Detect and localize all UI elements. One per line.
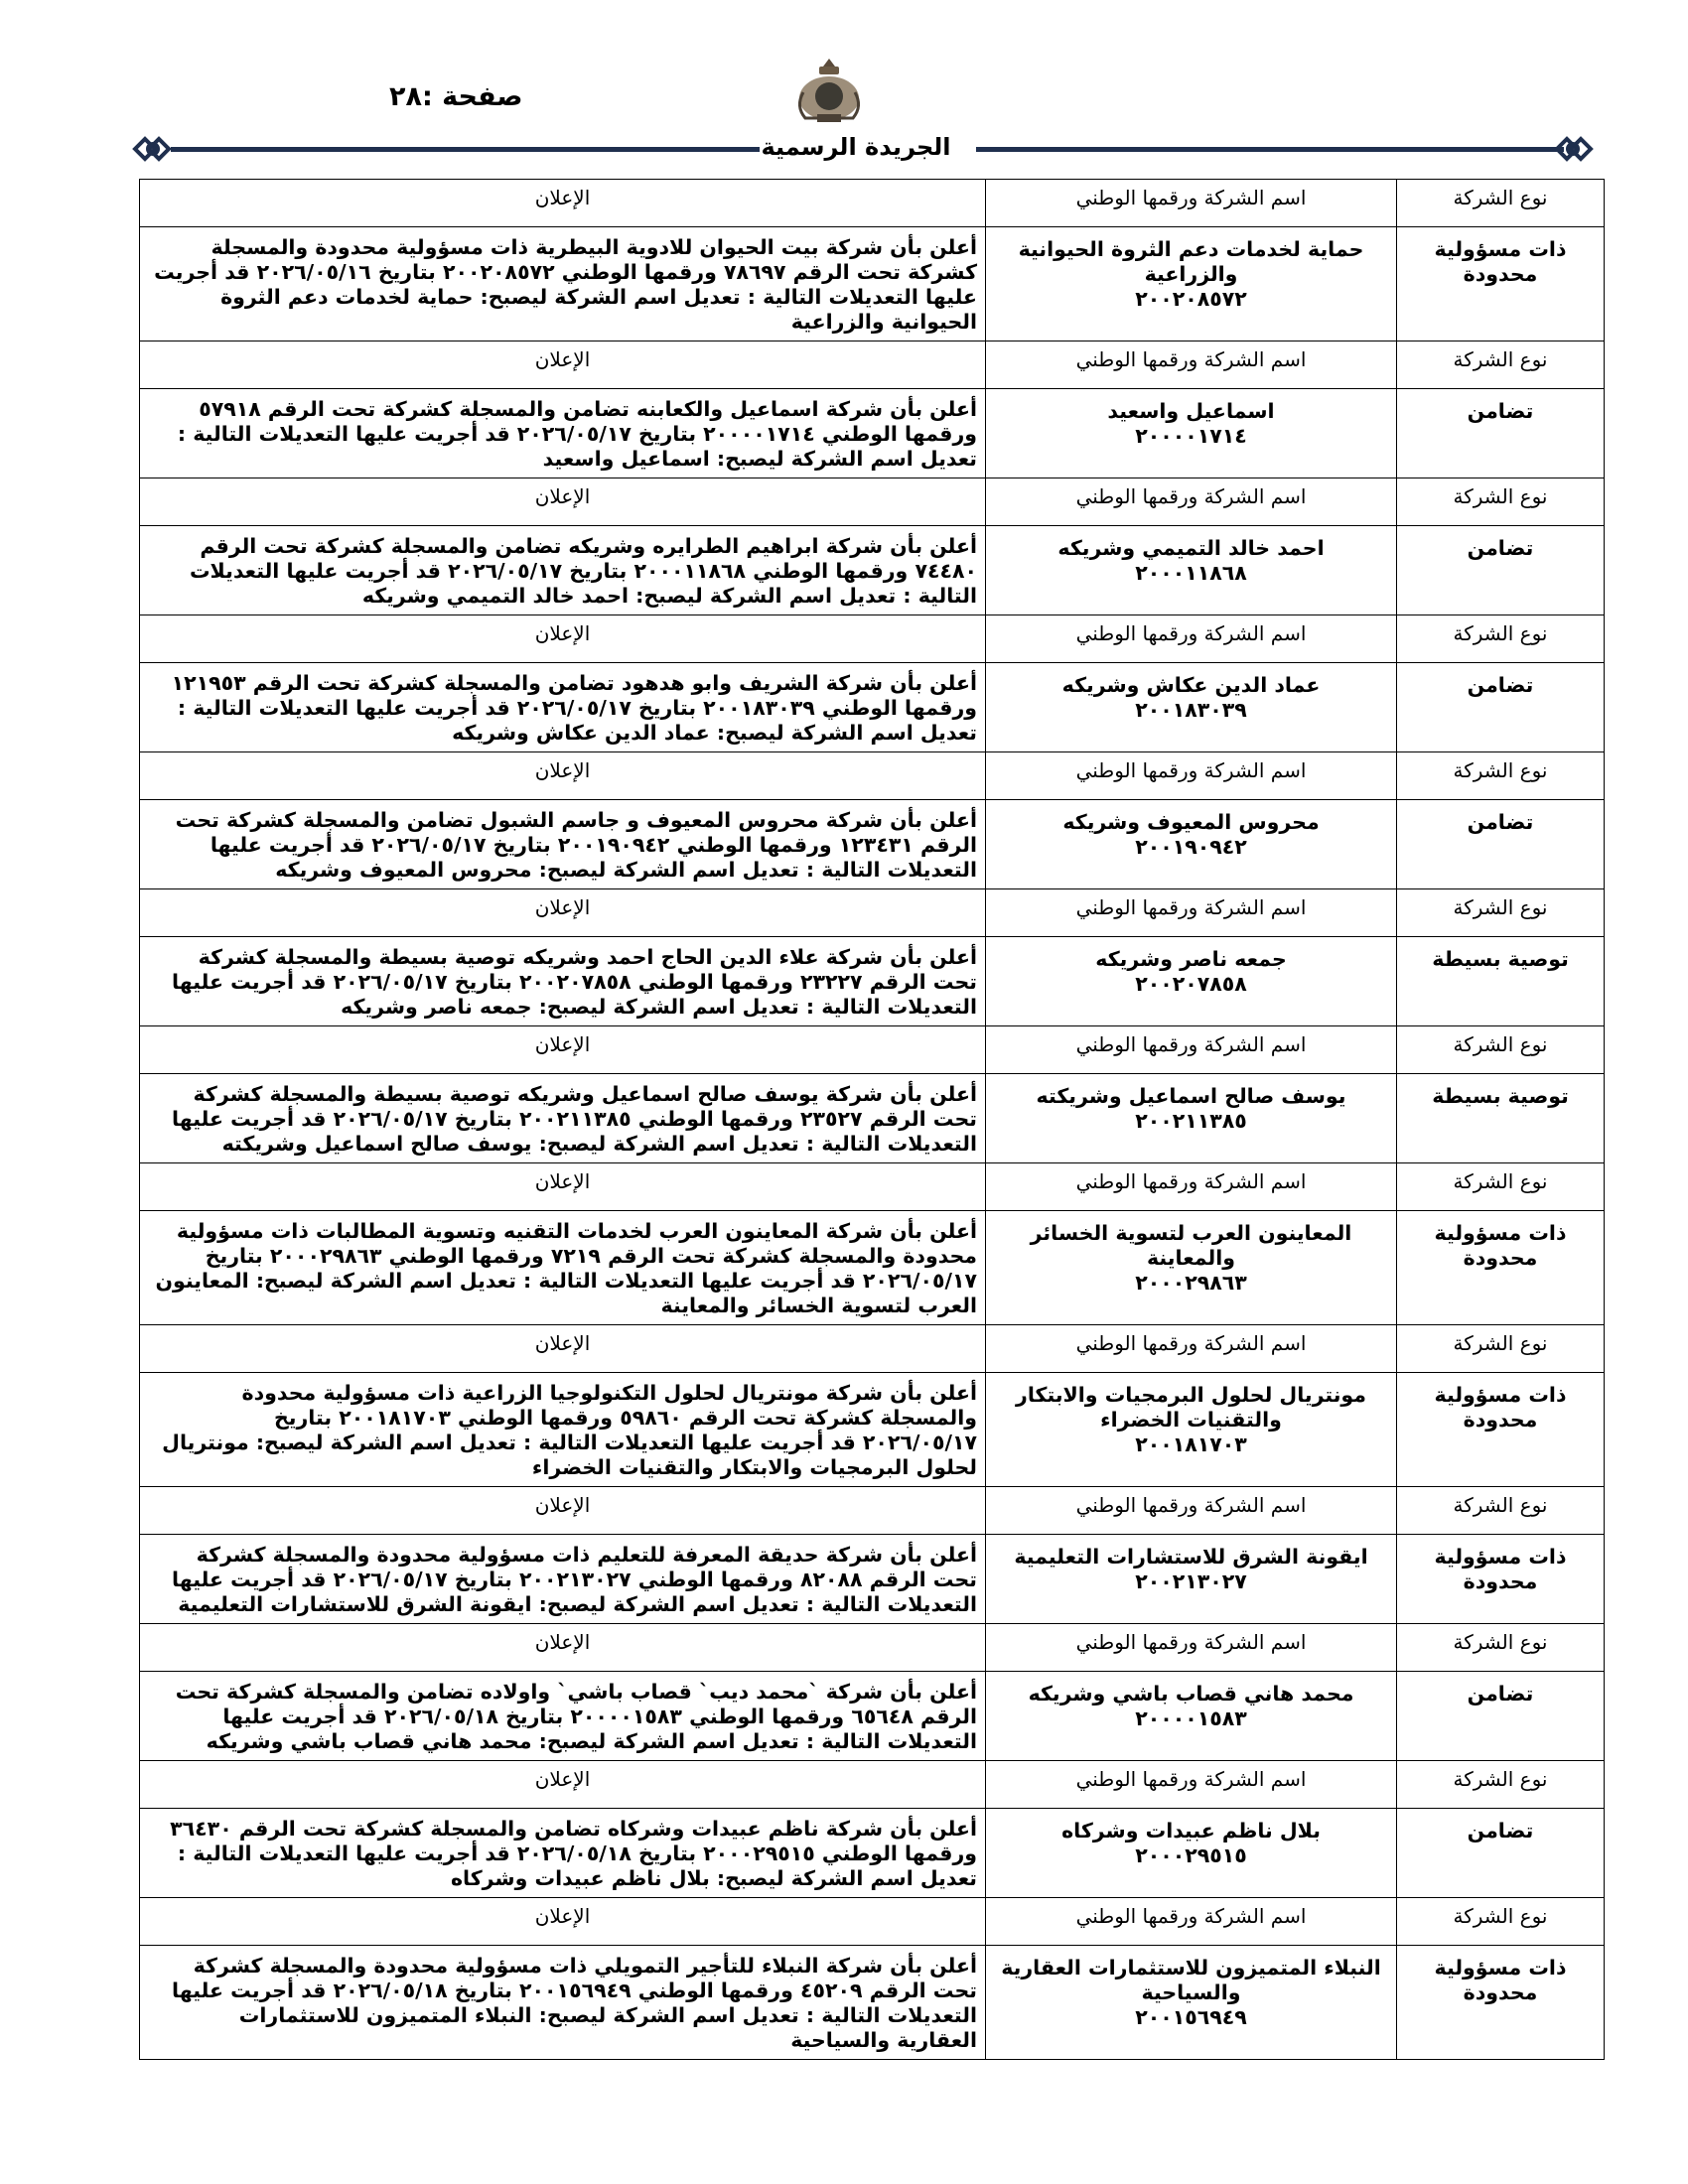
company-type: ذات مسؤولية محدودة [1396, 226, 1605, 341]
national-number: ٢٠٠٠٠١٧١٤ [1135, 424, 1247, 448]
header-company-name: اسم الشركة ورقمها الوطني [985, 179, 1396, 226]
header-company-type: نوع الشركة [1396, 1025, 1605, 1073]
national-number: ٢٠٠١٥٦٩٤٩ [1135, 2005, 1247, 2029]
header-company-name: اسم الشركة ورقمها الوطني [985, 1760, 1396, 1808]
national-number: ٢٠٠٢١١٣٨٥ [1135, 1109, 1247, 1133]
header-company-type: نوع الشركة [1396, 1162, 1605, 1210]
company-name: المعاينون العرب لتسوية الخسائر والمعاينة [1030, 1221, 1352, 1270]
table-row [139, 1372, 1605, 1486]
announcements-table [139, 179, 1605, 2060]
ornamental-knot-icon [1549, 129, 1597, 169]
header-company-name: اسم الشركة ورقمها الوطني [985, 888, 1396, 936]
table-row [139, 1073, 1605, 1162]
table-header-row [139, 751, 1605, 799]
table-header-row [139, 614, 1605, 662]
table-header-row [139, 341, 1605, 388]
table-header-row [139, 1760, 1605, 1808]
header-announcement: الإعلان [139, 1760, 985, 1808]
company-type: توصية بسيطة [1396, 1073, 1605, 1162]
announcement-text: أعلن بأن شركة المعاينون العرب لخدمات التقنيه وتسوية المطالبات ذات مسؤولية محدودة والمسجلة كشركة تحت الرقم ٧٢١٩ ورقمها الوطني ٢٠٠٠٢٩٨٦٣ بتاريخ ٢٠٢٦/٠٥/١٧ قد أجريت عليها التعديلات التالية : تعديل اسم الشركة ليصبح: المعاينون العرب لتسوية الخسائر والمعاينة [139, 1210, 985, 1324]
announcement-text: أعلن بأن شركة محروس المعيوف و جاسم الشبول تضامن والمسجلة كشركة تحت الرقم ١٢٣٤٣١ ورقمها الوطني ٢٠٠١٩٠٩٤٢ بتاريخ ٢٠٢٦/٠٥/١٧ قد أجريت عليها التعديلات التالية : تعديل اسم الشركة ليصبح: محروس المعيوف وشريكه [139, 799, 985, 888]
header-company-name: اسم الشركة ورقمها الوطني [985, 1025, 1396, 1073]
header-company-name: اسم الشركة ورقمها الوطني [985, 751, 1396, 799]
header-company-type: نوع الشركة [1396, 751, 1605, 799]
national-number: ٢٠٠١٩٠٩٤٢ [1135, 835, 1247, 859]
company-name-cell [985, 1210, 1396, 1324]
national-number: ٢٠٠٠١١٨٦٨ [1135, 561, 1247, 585]
announcement-text: أعلن بأن شركة النبلاء للتأجير التمويلي ذات مسؤولية محدودة والمسجلة كشركة تحت الرقم ٤٥٢٠٩ ورقمها الوطني ٢٠٠١٥٦٩٤٩ بتاريخ ٢٠٢٦/٠٥/١٨ قد أجريت عليها التعديلات التالية : تعديل اسم الشركة ليصبح: النبلاء المتميزون للاستثمارات العقارية والسياحية [139, 1945, 985, 2060]
announcement-text: أعلن بأن شركة ناظم عبيدات وشركاه تضامن والمسجلة كشركة تحت الرقم ٣٦٤٣٠ ورقمها الوطني ٢٠٠٠٢٩٥١٥ بتاريخ ٢٠٢٦/٠٥/١٨ قد أجريت عليها التعديلات التالية : تعديل اسم الشركة ليصبح: بلال ناظم عبيدات وشركاه [139, 1808, 985, 1897]
header-announcement: الإعلان [139, 1486, 985, 1534]
company-type: ذات مسؤولية محدودة [1396, 1210, 1605, 1324]
national-number: ٢٠٠٢٠٧٨٥٨ [1135, 972, 1247, 996]
company-name-cell [985, 1073, 1396, 1162]
company-name-cell [985, 1808, 1396, 1897]
header-company-type: نوع الشركة [1396, 614, 1605, 662]
company-name: احمد خالد التميمي وشريكه [1057, 536, 1325, 560]
header-company-type: نوع الشركة [1396, 1486, 1605, 1534]
company-name: حماية لخدمات دعم الثروة الحيوانية والزراعية [1018, 237, 1364, 286]
company-name-cell [985, 525, 1396, 614]
table-row [139, 799, 1605, 888]
company-name: محروس المعيوف وشريكه [1062, 810, 1320, 834]
header-announcement: الإعلان [139, 478, 985, 525]
company-type: تضامن [1396, 662, 1605, 751]
company-name: النبلاء المتميزون للاستثمارات العقارية والسياحية [1001, 1956, 1381, 2004]
header-company-name: اسم الشركة ورقمها الوطني [985, 1623, 1396, 1671]
table-header-row [139, 179, 1605, 226]
national-number: ٢٠٠٠٢٩٥١٥ [1135, 1843, 1247, 1867]
header-company-type: نوع الشركة [1396, 1760, 1605, 1808]
header-announcement: الإعلان [139, 1025, 985, 1073]
announcement-text: أعلن بأن شركة حديقة المعرفة للتعليم ذات مسؤولية محدودة والمسجلة كشركة تحت الرقم ٨٢٠٨٨ ورقمها الوطني ٢٠٠٢١٣٠٢٧ بتاريخ ٢٠٢٦/٠٥/١٧ قد أجريت عليها التعديلات التالية : تعديل اسم الشركة ليصبح: ايقونة الشرق للاستشارات التعليمية [139, 1534, 985, 1623]
company-type: تضامن [1396, 388, 1605, 478]
royal-crest-emblem [789, 55, 869, 126]
table-header-row [139, 478, 1605, 525]
company-name-cell [985, 388, 1396, 478]
table-header-row [139, 1486, 1605, 1534]
header-rule-right [976, 147, 1564, 152]
announcement-text: أعلن بأن شركة مونتريال لحلول التكنولوجيا الزراعية ذات مسؤولية محدودة والمسجلة كشركة تحت الرقم ٥٩٨٦٠ ورقمها الوطني ٢٠٠١٨١٧٠٣ بتاريخ ٢٠٢٦/٠٥/١٧ قد أجريت عليها التعديلات التالية : تعديل اسم الشركة ليصبح: مونتريال لحلول البرمجيات والابتكار والتقنيات الخضراء [139, 1372, 985, 1486]
national-number: ٢٠٠٠٠١٥٨٣ [1135, 1706, 1247, 1730]
company-name: محمد هاني قصاب باشي وشريكه [1028, 1682, 1354, 1706]
table-row [139, 1210, 1605, 1324]
announcement-text: أعلن بأن شركة ابراهيم الطرايره وشريكه تضامن والمسجلة كشركة تحت الرقم ٧٤٤٨٠ ورقمها الوطني ٢٠٠٠١١٨٦٨ بتاريخ ٢٠٢٦/٠٥/١٧ قد أجريت عليها التعديلات التالية : تعديل اسم الشركة ليصبح: احمد خالد التميمي وشريكه [139, 525, 985, 614]
company-type: ذات مسؤولية محدودة [1396, 1945, 1605, 2060]
company-name: بلال ناظم عبيدات وشركاه [1061, 1819, 1321, 1843]
company-name: مونتريال لحلول البرمجيات والابتكار والتقنيات الخضراء [1016, 1383, 1366, 1432]
table-header-row [139, 1897, 1605, 1945]
company-type: تضامن [1396, 1671, 1605, 1760]
announcement-text: أعلن بأن شركة يوسف صالح اسماعيل وشريكه توصية بسيطة والمسجلة كشركة تحت الرقم ٢٣٥٢٧ ورقمها الوطني ٢٠٠٢١١٣٨٥ بتاريخ ٢٠٢٦/٠٥/١٧ قد أجريت عليها التعديلات التالية : تعديل اسم الشركة ليصبح: يوسف صالح اسماعيل وشريكته [139, 1073, 985, 1162]
gazette-title: الجريدة الرسمية [761, 133, 951, 161]
table-row [139, 525, 1605, 614]
table-row [139, 936, 1605, 1025]
header-announcement: الإعلان [139, 1623, 985, 1671]
table-header-row [139, 888, 1605, 936]
header-company-type: نوع الشركة [1396, 179, 1605, 226]
table-row [139, 1945, 1605, 2060]
company-name-cell [985, 1671, 1396, 1760]
ornamental-knot-icon [129, 129, 177, 169]
header-company-type: نوع الشركة [1396, 478, 1605, 525]
company-name: جمعه ناصر وشريكه [1095, 947, 1287, 971]
table-header-row [139, 1324, 1605, 1372]
national-number: ٢٠٠١٨١٧٠٣ [1135, 1433, 1247, 1456]
company-name-cell [985, 799, 1396, 888]
header-announcement: الإعلان [139, 179, 985, 226]
national-number: ٢٠٠٠٢٩٨٦٣ [1135, 1271, 1247, 1295]
header-announcement: الإعلان [139, 614, 985, 662]
announcement-text: أعلن بأن شركة الشريف وابو هدهود تضامن والمسجلة كشركة تحت الرقم ١٢١٩٥٣ ورقمها الوطني ٢٠٠١٨٣٠٣٩ بتاريخ ٢٠٢٦/٠٥/١٧ قد أجريت عليها التعديلات التالية : تعديل اسم الشركة ليصبح: عماد الدين عكاش وشريكه [139, 662, 985, 751]
company-name-cell [985, 226, 1396, 341]
page-number: صفحة :٢٨ [389, 81, 523, 112]
national-number: ٢٠٠١٨٣٠٣٩ [1135, 698, 1247, 722]
national-number: ٢٠٠٢٠٨٥٧٢ [1135, 287, 1247, 311]
table-header-row [139, 1025, 1605, 1073]
company-name-cell [985, 1372, 1396, 1486]
header-company-name: اسم الشركة ورقمها الوطني [985, 1162, 1396, 1210]
company-type: تضامن [1396, 1808, 1605, 1897]
national-number: ٢٠٠٢١٣٠٢٧ [1135, 1570, 1247, 1593]
company-type: تضامن [1396, 525, 1605, 614]
company-name-cell [985, 1945, 1396, 2060]
header-company-type: نوع الشركة [1396, 888, 1605, 936]
header-company-name: اسم الشركة ورقمها الوطني [985, 341, 1396, 388]
header-company-name: اسم الشركة ورقمها الوطني [985, 478, 1396, 525]
header-rule-left [171, 147, 760, 152]
header-announcement: الإعلان [139, 341, 985, 388]
header-company-type: نوع الشركة [1396, 1324, 1605, 1372]
table-row [139, 1671, 1605, 1760]
company-type: توصية بسيطة [1396, 936, 1605, 1025]
company-type: ذات مسؤولية محدودة [1396, 1372, 1605, 1486]
header-company-type: نوع الشركة [1396, 1897, 1605, 1945]
company-name-cell [985, 662, 1396, 751]
header-announcement: الإعلان [139, 751, 985, 799]
company-name: عماد الدين عكاش وشريكه [1061, 673, 1321, 697]
table-row [139, 1808, 1605, 1897]
header-company-name: اسم الشركة ورقمها الوطني [985, 1324, 1396, 1372]
company-type: تضامن [1396, 799, 1605, 888]
header-announcement: الإعلان [139, 888, 985, 936]
table-header-row [139, 1623, 1605, 1671]
header-announcement: الإعلان [139, 1897, 985, 1945]
table-row [139, 226, 1605, 341]
header-company-name: اسم الشركة ورقمها الوطني [985, 614, 1396, 662]
table-row [139, 1534, 1605, 1623]
table-header-row [139, 1162, 1605, 1210]
announcement-text: أعلن بأن شركة `محمد ديب` قصاب باشي` واولاده تضامن والمسجلة كشركة تحت الرقم ٦٥٦٤٨ ورقمها الوطني ٢٠٠٠٠١٥٨٣ بتاريخ ٢٠٢٦/٠٥/١٨ قد أجريت عليها التعديلات التالية : تعديل اسم الشركة ليصبح: محمد هاني قصاب باشي وشريكه [139, 1671, 985, 1760]
company-name: ايقونة الشرق للاستشارات التعليمية [1014, 1545, 1368, 1569]
announcement-text: أعلن بأن شركة بيت الحيوان للادوية البيطرية ذات مسؤولية محدودة والمسجلة كشركة تحت الرقم ٧٨٦٩٧ ورقمها الوطني ٢٠٠٢٠٨٥٧٢ بتاريخ ٢٠٢٦/٠٥/١٦ قد أجريت عليها التعديلات التالية : تعديل اسم الشركة ليصبح: حماية لخدمات دعم الثروة الحيوانية والزراعية [139, 226, 985, 341]
header-company-type: نوع الشركة [1396, 1623, 1605, 1671]
header-announcement: الإعلان [139, 1162, 985, 1210]
header-company-name: اسم الشركة ورقمها الوطني [985, 1486, 1396, 1534]
company-name: يوسف صالح اسماعيل وشريكته [1036, 1084, 1346, 1108]
company-name: اسماعيل واسعيد [1107, 399, 1275, 423]
announcement-text: أعلن بأن شركة اسماعيل والكعابنه تضامن والمسجلة كشركة تحت الرقم ٥٧٩١٨ ورقمها الوطني ٢٠٠٠٠١٧١٤ بتاريخ ٢٠٢٦/٠٥/١٧ قد أجريت عليها التعديلات التالية : تعديل اسم الشركة ليصبح: اسماعيل واسعيد [139, 388, 985, 478]
header-announcement: الإعلان [139, 1324, 985, 1372]
header-company-name: اسم الشركة ورقمها الوطني [985, 1897, 1396, 1945]
header-company-type: نوع الشركة [1396, 341, 1605, 388]
announcement-text: أعلن بأن شركة علاء الدين الحاج احمد وشريكه توصية بسيطة والمسجلة كشركة تحت الرقم ٢٣٢٢٧ ورقمها الوطني ٢٠٠٢٠٧٨٥٨ بتاريخ ٢٠٢٦/٠٥/١٧ قد أجريت عليها التعديلات التالية : تعديل اسم الشركة ليصبح: جمعه ناصر وشريكه [139, 936, 985, 1025]
company-name-cell [985, 936, 1396, 1025]
table-row [139, 662, 1605, 751]
company-type: ذات مسؤولية محدودة [1396, 1534, 1605, 1623]
table-row [139, 388, 1605, 478]
company-name-cell [985, 1534, 1396, 1623]
